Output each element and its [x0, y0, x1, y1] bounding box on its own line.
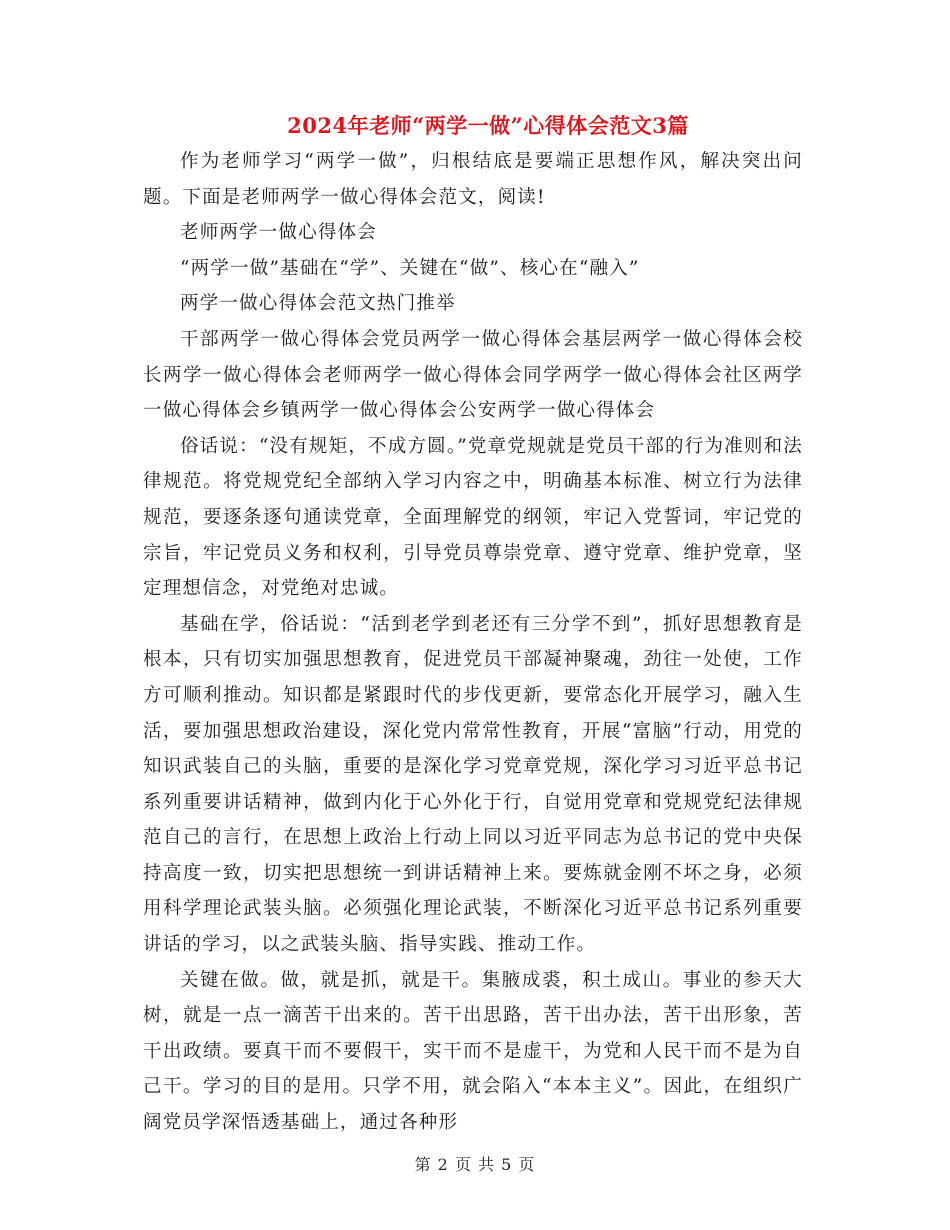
- paragraph-heading-2: “两学一做”基础在“学”、关键在“做”、核心在“融入”: [180, 257, 640, 279]
- document-page: [143, 108, 803, 1141]
- paragraph-heading-1: 老师两学一做心得体会: [180, 222, 378, 244]
- document-title: 2024年老师“两学一做”心得体会范文3篇: [287, 113, 689, 138]
- paragraph-rules: 俗话说：“没有规矩，不成方圆。”党章党规就是党员干部的行为准则和法律规范。将党规党纪全部纳入学习内容之中，明确基本标准、树立行为法律规范，要逐条逐句通读党章，全面理解党的纲领，牢记入党誓词，牢记党的宗旨，牢记党员义务和权利，引导党员尊崇党章、遵守党章、维护党章，坚定理想信念，对党绝对忠诚。: [143, 435, 803, 600]
- paragraph-recommend-list: 干部两学一做心得体会党员两学一做心得体会基层两学一做心得体会校长两学一做心得体会老师两学一做心得体会同学两学一做心得体会社区两学一做心得体会乡镇两学一做心得体会公安两学一做心得体会: [143, 328, 803, 422]
- paragraph-study: 基础在学，俗话说：“活到老学到老还有三分学不到”，抓好思想教育是根本，只有切实加强思想教育，促进党员干部凝神聚魂，劲往一处使，工作方可顺利推动。知识都是紧跟时代的步伐更新，要常态化开展学习，融入生活，要加强思想政治建设，深化党内常常性教育，开展“富脑”行动，用党的知识武装自己的头脑，重要的是深化学习党章党规，深化学习习近平总书记系列重要讲话精神，做到内化于心外化于行，自觉用党章和党规党纪法律规范自己的言行，在思想上政治上行动上同以习近平同志为总书记的党中央保持高度一致，切实把思想统一到讲话精神上来。要炼就金刚不坏之身，必须用科学理论武装头脑。必须强化理论武装，不断深化习近平总书记系列重要讲话的学习，以之武装头脑、指导实践、推动工作。: [143, 613, 803, 956]
- paragraph-heading-3: 两学一做心得体会范文热门推举: [180, 293, 456, 315]
- paragraph-intro: 作为老师学习“两学一做”，归根结底是要端正思想作风，解决突出问题。下面是老师两学一做心得体会范文，阅读!: [143, 151, 803, 208]
- paragraph-action: 关键在做。做，就是抓，就是干。集腋成裘，积土成山。事业的参天大树，就是一点一滴苦干出来的。苦干出思路，苦干出办法，苦干出形象，苦干出政绩。要真干而不要假干，实干而不是虚干，为党和人民干而不是为自己干。学习的目的是用。只学不用，就会陷入“本本主义”。因此，在组织广阔党员学深悟透基础上，通过各种形: [143, 969, 803, 1134]
- page-number-footer: 第 2 页 共 5 页: [414, 1155, 536, 1174]
